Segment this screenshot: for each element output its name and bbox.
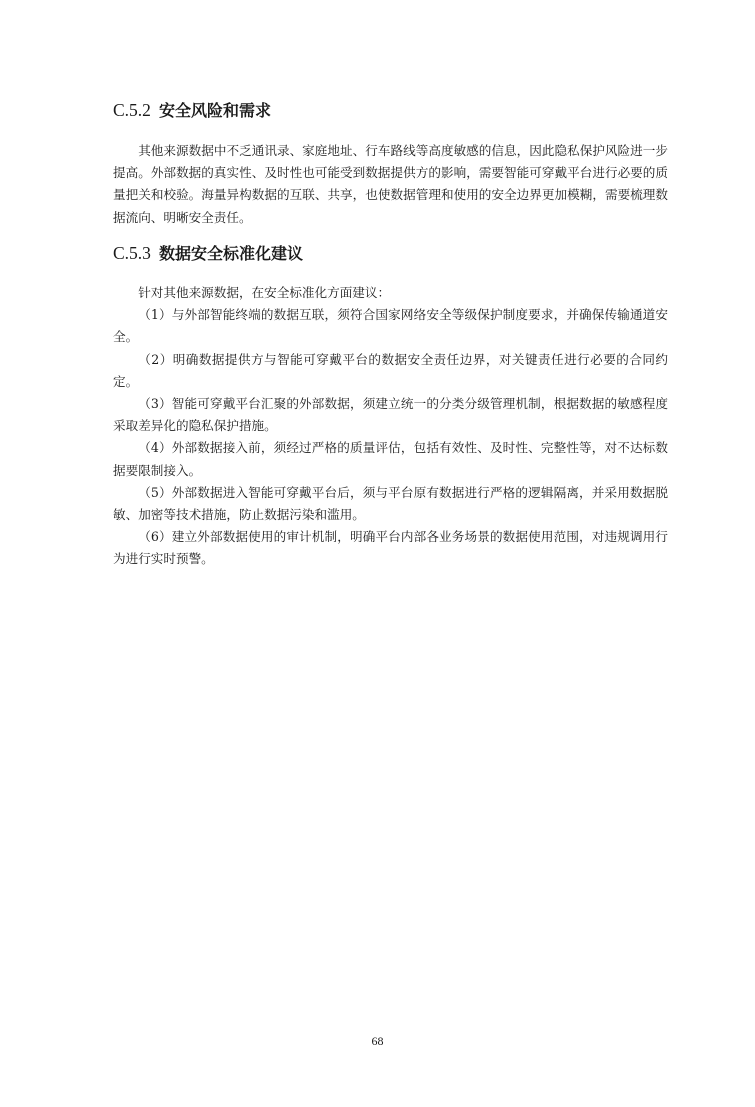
section-heading-c52 [113,99,271,122]
section-body-c52 [113,140,668,229]
section-number: C.5.3 [113,243,151,263]
section-title: 安全风险和需求 [158,101,271,120]
body-paragraph: 其他来源数据中不乏通讯录、家庭地址、行车路线等高度敏感的信息，因此隐私保护风险进一步提高。外部数据的真实性、及时性也可能受到数据提供方的影响，需要智能可穿戴平台进行必要的质量把关和校验。海量异构数据的互联、共享，也使数据管理和使用的安全边界更加模糊，需要梳理数据流向、明晰安全责任。 [113,143,668,225]
section-number: C.5.2 [113,100,151,120]
recommendation-item: （2）明确数据提供方与智能可穿戴平台的数据安全责任边界，对关键责任进行必要的合同约定。 [113,351,668,389]
section-heading-c53 [113,242,303,265]
page-number: 68 [371,1034,384,1048]
recommendation-item: （1）与外部智能终端的数据互联，须符合国家网络安全等级保护制度要求，并确保传输通道安全。 [113,307,668,345]
section-body-c53 [113,282,668,571]
recommendation-item: （5）外部数据进入智能可穿戴平台后，须与平台原有数据进行严格的逻辑隔离，并采用数据脱敏、加密等技术措施，防止数据污染和滥用。 [113,484,668,523]
section-title: 数据安全标准化建议 [158,244,303,263]
recommendation-item: （4）外部数据接入前，须经过严格的质量评估，包括有效性、及时性、完整性等，对不达标数据要限制接入。 [113,440,668,478]
recommendation-item: （3）智能可穿戴平台汇聚的外部数据，须建立统一的分类分级管理机制，根据数据的敏感程度采取差异化的隐私保护措施。 [113,396,668,434]
intro-paragraph: 针对其他来源数据，在安全标准化方面建议： [138,285,391,300]
recommendation-item: （6）建立外部数据使用的审计机制，明确平台内部各业务场景的数据使用范围，对违规调用行为进行实时预警。 [113,529,668,567]
